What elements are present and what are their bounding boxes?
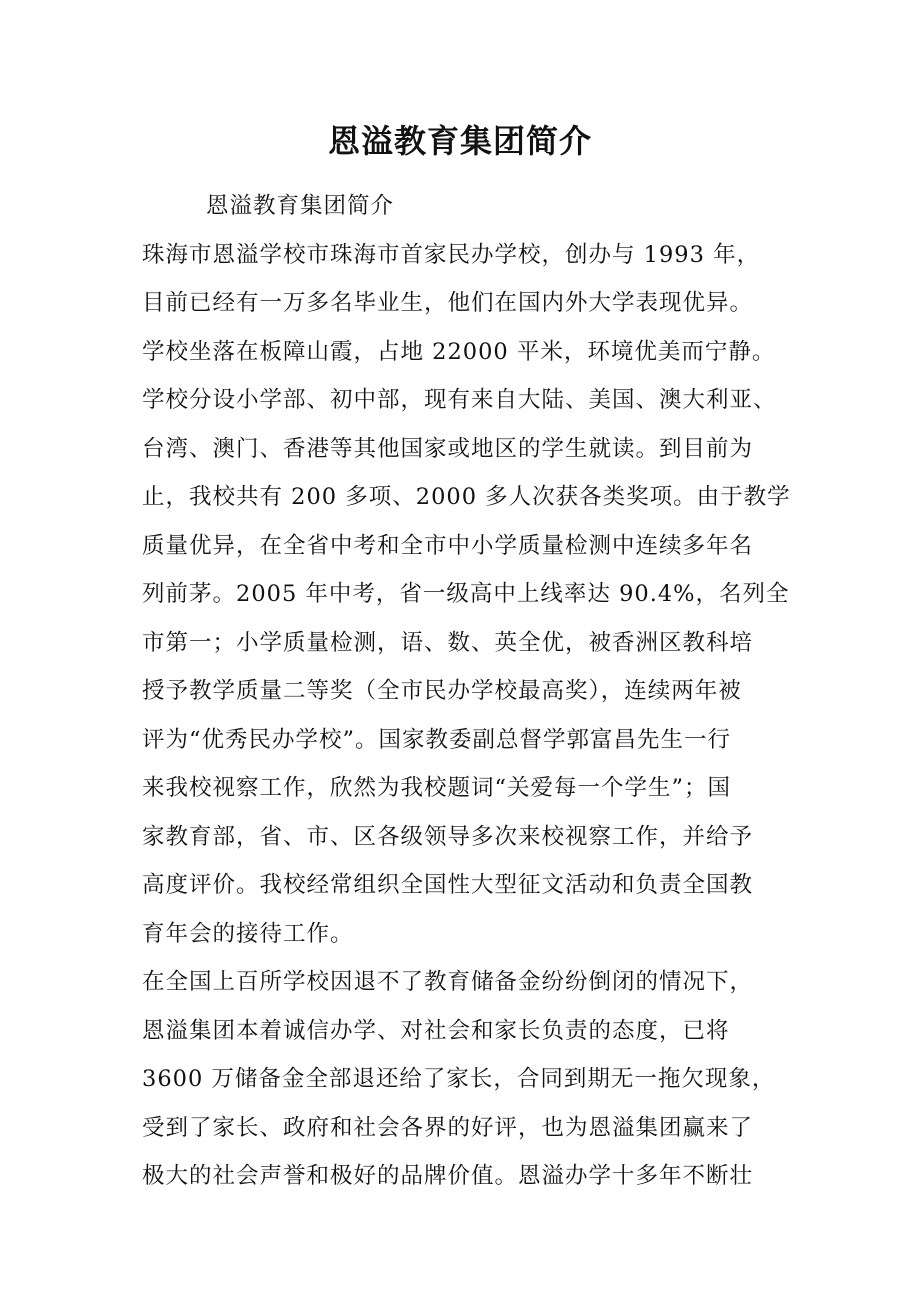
body-line: 评为“优秀民办学校”。国家教委副总督学郭富昌先生一行	[142, 726, 732, 753]
body-line: 极大的社会声誉和极好的品牌价值。恩溢办学十多年不断壮	[142, 1163, 754, 1189]
body-line: 台湾、澳门、香港等其他国家或地区的学生就读。到目前为	[142, 435, 754, 462]
body-line: 3600 万储备金全部退还给了家长，合同到期无一拖欠现象，	[142, 1066, 776, 1092]
body-line: 质量优异，在全省中考和全市中小学质量检测中连续多年名	[142, 532, 754, 559]
body-line: 来我校视察工作，欣然为我校题词“关爱每一个学生”；国	[142, 775, 732, 801]
document-body	[142, 182, 791, 1201]
body-line: 高度评价。我校经常组织全国性大型征文活动和负责全国教	[142, 872, 754, 898]
document-subtitle: 恩溢教育集团简介	[206, 193, 395, 219]
body-line: 学校坐落在板障山霞，占地 22000 平米，环境优美而宁静。	[142, 338, 776, 365]
body-line: 恩溢集团本着诚信办学、对社会和家长负责的态度，已将	[142, 1017, 730, 1044]
page-title: 恩溢教育集团简介	[327, 122, 592, 160]
body-line: 在全国上百所学校因退不了教育储备金纷纷倒闭的情况下，	[142, 969, 754, 995]
body-line: 珠海市恩溢学校市珠海市首家民办学校，创办与 1993 年，	[142, 241, 761, 268]
body-line: 市第一；小学质量检测，语、数、英全优，被香洲区教科培	[142, 629, 754, 656]
body-line: 目前已经有一万多名毕业生，他们在国内外大学表现优异。	[142, 290, 754, 316]
body-line: 止，我校共有 200 多项、2000 多人次获各类奖项。由于教学	[142, 484, 791, 510]
body-line: 家教育部，省、市、区各级领导多次来校视察工作，并给予	[142, 823, 754, 850]
body-line: 育年会的接待工作。	[142, 920, 354, 947]
body-line: 列前茅。2005 年中考，省一级高中上线率达 90.4%，名列全	[142, 581, 790, 607]
body-line: 授予教学质量二等奖（全市民办学校最高奖），连续两年被	[142, 678, 742, 704]
body-line: 受到了家长、政府和社会各界的好评，也为恩溢集团赢来了	[142, 1114, 754, 1141]
body-line: 学校分设小学部、初中部，现有来自大陆、美国、澳大利亚、	[142, 387, 777, 413]
